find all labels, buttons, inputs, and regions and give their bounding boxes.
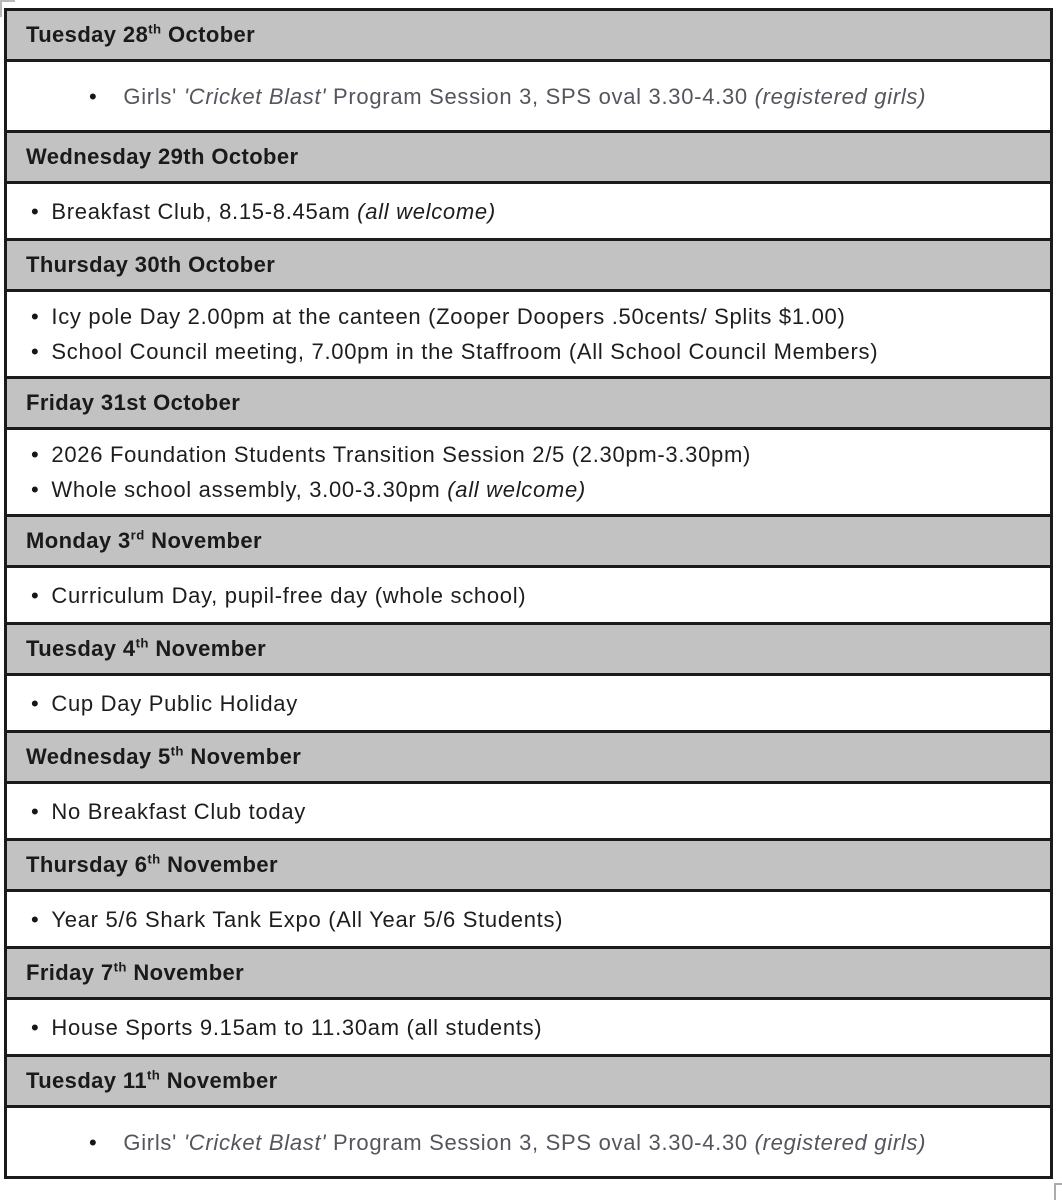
ordinal-superscript: th <box>113 959 127 975</box>
event-text <box>51 902 563 937</box>
event-text-run: No Breakfast Club today <box>51 798 306 824</box>
event-text <box>51 1010 542 1045</box>
event-item <box>7 299 1050 334</box>
date-header-segment: November <box>126 960 245 985</box>
event-text-italic-run: (all welcome) <box>357 198 496 224</box>
bullet-icon: • <box>31 1014 40 1040</box>
event-text-run: Curriculum Day, pupil-free day (whole school) <box>51 582 527 608</box>
date-header-text <box>26 960 244 986</box>
event-text-run: Girls' <box>123 83 184 109</box>
date-header-text <box>26 22 255 48</box>
event-item <box>7 472 1050 507</box>
date-header-text <box>26 852 278 878</box>
event-item <box>7 1010 1050 1045</box>
event-item <box>7 79 1050 114</box>
event-text <box>51 194 495 229</box>
event-text-italic-run: (registered girls) <box>754 1129 927 1155</box>
bullet-icon: • <box>31 798 40 824</box>
date-header-row <box>7 11 1050 59</box>
event-text-italic-run: 'Cricket Blast' <box>183 1129 327 1155</box>
date-header-segment: Wednesday 29th October <box>26 144 299 169</box>
event-item <box>7 578 1050 613</box>
date-header-row <box>7 130 1050 181</box>
event-text-italic-run: (registered girls) <box>754 83 927 109</box>
date-header-segment: Tuesday 11 <box>26 1068 147 1093</box>
event-text <box>51 686 298 721</box>
events-row <box>7 59 1050 130</box>
ordinal-superscript: th <box>135 635 149 651</box>
event-text-run: Program Session 3, SPS oval 3.30-4.30 <box>326 83 755 109</box>
event-text <box>51 334 878 369</box>
date-header-text <box>26 1068 278 1094</box>
bullet-icon: • <box>31 304 40 329</box>
bullet-icon: • <box>31 198 40 224</box>
event-item <box>7 1125 1050 1160</box>
event-text <box>51 299 845 334</box>
event-text-run: Whole school assembly, 3.00-3.30pm <box>51 477 448 502</box>
date-header-segment: November <box>148 636 267 661</box>
date-header-segment: November <box>183 744 302 769</box>
date-header-text <box>26 528 262 554</box>
bullet-icon: • <box>31 582 40 608</box>
bullet-icon: • <box>31 442 40 467</box>
event-text-run: Girls' <box>123 1129 184 1155</box>
date-header-row <box>7 238 1050 289</box>
event-text <box>51 472 586 507</box>
date-header-segment: Tuesday 28 <box>26 22 149 47</box>
event-text-run: House Sports 9.15am to 11.30am (all students) <box>51 1014 543 1040</box>
events-row <box>7 997 1050 1054</box>
event-text-run: 2026 Foundation Students Transition Session 2/5 (2.30pm-3.30pm) <box>51 442 752 467</box>
event-text-run: Icy pole Day 2.00pm at the canteen (Zooper Doopers .50cents/ Splits $1.00) <box>51 304 846 329</box>
date-header-segment: Wednesday 5 <box>26 744 171 769</box>
date-header-segment: Friday 7 <box>26 960 114 985</box>
date-header-text <box>26 744 301 770</box>
event-item <box>7 794 1050 829</box>
ordinal-superscript: rd <box>130 527 145 543</box>
events-row <box>7 781 1050 838</box>
date-header-segment: November <box>160 852 278 877</box>
event-item <box>7 437 1050 472</box>
date-header-text <box>26 636 266 662</box>
date-header-segment: October <box>161 22 256 47</box>
date-header-row <box>7 838 1050 889</box>
event-text <box>123 1125 926 1160</box>
date-header-segment: Monday 3 <box>26 528 131 553</box>
event-text <box>51 578 526 613</box>
event-item <box>7 902 1050 937</box>
ordinal-superscript: th <box>147 851 161 867</box>
events-row <box>7 181 1050 238</box>
bullet-icon: • <box>31 690 40 716</box>
date-header-segment: November <box>144 528 262 553</box>
events-row <box>7 427 1050 514</box>
date-header-segment: Thursday 30th October <box>26 252 276 277</box>
bullet-icon: • <box>89 83 98 109</box>
event-text-italic-run: (all welcome) <box>447 477 586 502</box>
event-item <box>7 194 1050 229</box>
date-header-text <box>26 390 240 416</box>
date-header-text <box>26 144 298 170</box>
events-row <box>7 1105 1050 1176</box>
date-header-text <box>26 252 275 278</box>
date-header-segment: November <box>160 1068 278 1093</box>
events-row <box>7 289 1050 376</box>
date-header-row <box>7 730 1050 781</box>
bullet-icon: • <box>89 1129 98 1155</box>
events-row <box>7 673 1050 730</box>
calendar-table <box>4 8 1053 1179</box>
date-header-row <box>7 946 1050 997</box>
events-row <box>7 889 1050 946</box>
event-text-run: Cup Day Public Holiday <box>51 690 298 716</box>
bullet-icon: • <box>31 477 40 502</box>
event-text-run: Breakfast Club, 8.15-8.45am <box>51 198 358 224</box>
event-text-run: Program Session 3, SPS oval 3.30-4.30 <box>326 1129 755 1155</box>
date-header-segment: Tuesday 4 <box>26 636 136 661</box>
event-text-run: School Council meeting, 7.00pm in the Staffroom (All School Council Members) <box>51 339 879 364</box>
ordinal-superscript: th <box>170 743 184 759</box>
event-item <box>7 334 1050 369</box>
ordinal-superscript: th <box>148 21 162 37</box>
date-header-row <box>7 376 1050 427</box>
date-header-row <box>7 622 1050 673</box>
events-row <box>7 565 1050 622</box>
ordinal-superscript: th <box>147 1067 161 1083</box>
event-text <box>51 437 751 472</box>
date-header-segment: Thursday 6 <box>26 852 148 877</box>
bullet-icon: • <box>31 339 40 364</box>
date-header-row <box>7 1054 1050 1105</box>
event-text <box>123 79 926 114</box>
event-text <box>51 794 306 829</box>
event-text-run: Year 5/6 Shark Tank Expo (All Year 5/6 Students) <box>51 906 564 932</box>
event-text-italic-run: 'Cricket Blast' <box>183 83 327 109</box>
event-item <box>7 686 1050 721</box>
date-header-row <box>7 514 1050 565</box>
table-resize-handle[interactable] <box>1054 1183 1062 1200</box>
date-header-segment: Friday 31st October <box>26 390 241 415</box>
bullet-icon: • <box>31 906 40 932</box>
